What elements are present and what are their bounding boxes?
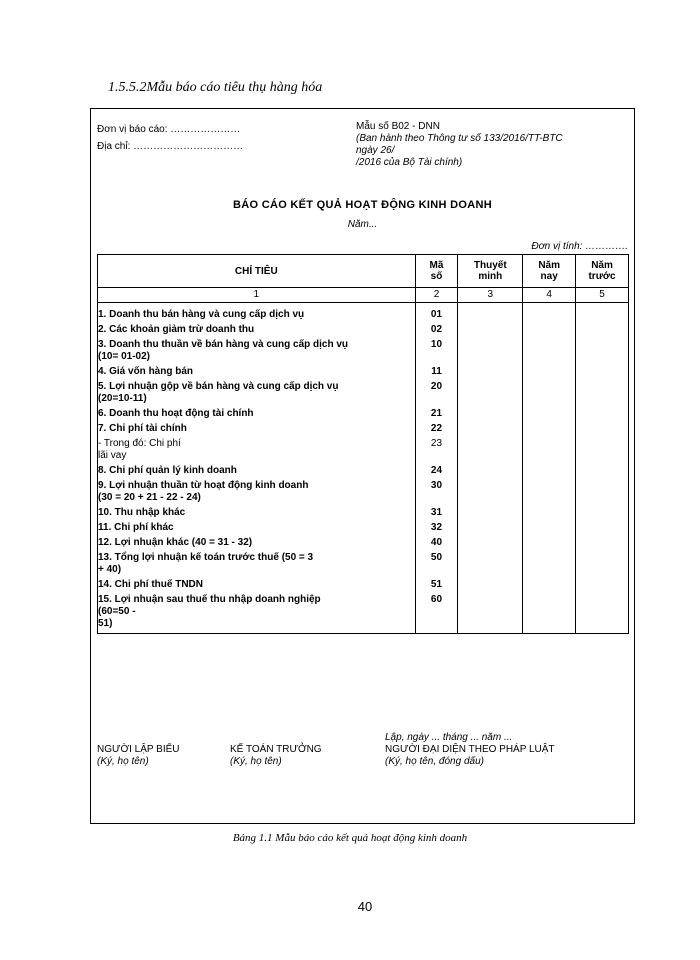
row-code: 51 bbox=[415, 579, 458, 594]
note-cell bbox=[458, 552, 523, 579]
row-label bbox=[98, 480, 416, 507]
last-year-cell bbox=[576, 522, 629, 537]
table-row bbox=[98, 507, 629, 522]
last-year-cell bbox=[576, 408, 629, 423]
row-label-line: (20=10-11) bbox=[98, 393, 147, 404]
note-cell bbox=[458, 339, 523, 366]
legal-rep-signature bbox=[385, 744, 555, 768]
table-row bbox=[98, 303, 629, 325]
address: Địa chỉ: …………………………… bbox=[97, 141, 244, 152]
table-caption: Bảng 1.1 Mẫu báo cáo kết quả hoạt động kinh doanh bbox=[232, 832, 468, 844]
row-code: 10 bbox=[415, 339, 458, 366]
table-row bbox=[98, 339, 629, 366]
report-form bbox=[90, 108, 635, 824]
table-header-row bbox=[98, 255, 629, 288]
row-label bbox=[98, 465, 416, 480]
last-year-cell bbox=[576, 507, 629, 522]
table-row bbox=[98, 552, 629, 579]
issued-line-2: ngày 26/ bbox=[356, 145, 395, 156]
chief-accountant-note: (Ký, họ tên) bbox=[230, 756, 282, 767]
table-row bbox=[98, 594, 629, 634]
this-year-cell bbox=[523, 480, 576, 507]
issued-line-3: /2016 của Bộ Tài chính) bbox=[356, 157, 463, 168]
row-label-line: 14. Chi phí thuế TNDN bbox=[98, 579, 203, 590]
row-label-line: 4. Giá vốn hàng bán bbox=[98, 366, 194, 377]
note-cell bbox=[458, 423, 523, 438]
preparer-note: (Ký, họ tên) bbox=[97, 756, 149, 767]
row-label-line: 7. Chi phí tài chính bbox=[98, 423, 187, 434]
row-label bbox=[98, 339, 416, 366]
last-year-cell bbox=[576, 381, 629, 408]
this-year-cell bbox=[523, 366, 576, 381]
last-year-cell bbox=[576, 423, 629, 438]
header-right bbox=[356, 121, 626, 169]
col-number: 2 bbox=[415, 288, 458, 303]
row-code: 23 bbox=[415, 438, 458, 465]
table-row bbox=[98, 324, 629, 339]
income-statement-table bbox=[97, 254, 629, 634]
table-row bbox=[98, 438, 629, 465]
note-cell bbox=[458, 408, 523, 423]
note-cell bbox=[458, 594, 523, 634]
column-number-row bbox=[98, 288, 629, 303]
last-year-cell bbox=[576, 438, 629, 465]
last-year-cell bbox=[576, 465, 629, 480]
row-label bbox=[98, 552, 416, 579]
row-code: 31 bbox=[415, 507, 458, 522]
note-cell bbox=[458, 507, 523, 522]
row-label-line: 13. Tổng lợi nhuận kế toán trước thuế (50 = 3 bbox=[98, 552, 314, 563]
this-year-cell bbox=[523, 339, 576, 366]
table-row bbox=[98, 408, 629, 423]
row-label bbox=[98, 408, 416, 423]
this-year-cell bbox=[523, 537, 576, 552]
row-code: 20 bbox=[415, 381, 458, 408]
row-label-line: - Trong đó: Chi phí bbox=[98, 438, 181, 449]
page-number: 40 bbox=[357, 899, 373, 914]
row-label bbox=[98, 366, 416, 381]
col-header-last-year: Năm trước bbox=[576, 255, 629, 288]
this-year-cell bbox=[523, 552, 576, 579]
row-label-line: 51) bbox=[98, 618, 113, 629]
last-year-cell bbox=[576, 537, 629, 552]
last-year-cell bbox=[576, 324, 629, 339]
row-label-line: 9. Lợi nhuận thuần từ hoạt động kinh doanh bbox=[98, 480, 309, 491]
last-year-cell bbox=[576, 579, 629, 594]
table-row bbox=[98, 537, 629, 552]
row-label bbox=[98, 507, 416, 522]
form-number: Mẫu số B02 - DNN bbox=[356, 121, 440, 132]
this-year-cell bbox=[523, 594, 576, 634]
note-cell bbox=[458, 381, 523, 408]
row-label bbox=[98, 381, 416, 408]
chief-accountant-title: KẾ TOÁN TRƯỞNG bbox=[230, 744, 322, 755]
row-label bbox=[98, 594, 416, 634]
this-year-cell bbox=[523, 507, 576, 522]
row-label-line: 8. Chi phí quản lý kinh doanh bbox=[98, 465, 237, 476]
this-year-cell bbox=[523, 522, 576, 537]
note-cell bbox=[458, 366, 523, 381]
row-label-line: 12. Lợi nhuận khác (40 = 31 - 32) bbox=[98, 537, 253, 548]
report-title: BÁO CÁO KẾT QUẢ HOẠT ĐỘNG KINH DOANH bbox=[233, 199, 492, 211]
row-label bbox=[98, 438, 416, 465]
row-code: 50 bbox=[415, 552, 458, 579]
last-year-cell bbox=[576, 303, 629, 325]
last-year-cell bbox=[576, 366, 629, 381]
note-cell bbox=[458, 438, 523, 465]
this-year-cell bbox=[523, 465, 576, 480]
row-code: 32 bbox=[415, 522, 458, 537]
row-label-line: lãi vay bbox=[98, 450, 127, 461]
table-row bbox=[98, 366, 629, 381]
row-label-line: (30 = 20 + 21 - 22 - 24) bbox=[98, 492, 201, 503]
reporting-unit: Đơn vị báo cáo: ………………… bbox=[97, 124, 241, 135]
row-label-line: 1. Doanh thu bán hàng và cung cấp dịch vụ bbox=[98, 309, 305, 320]
table-row bbox=[98, 465, 629, 480]
row-label bbox=[98, 522, 416, 537]
row-label-line: 15. Lợi nhuận sau thuế thu nhập doanh nghiệp bbox=[98, 594, 321, 605]
row-label-line: + 40) bbox=[98, 564, 122, 575]
this-year-cell bbox=[523, 579, 576, 594]
col-header-code: Mã số bbox=[415, 255, 458, 288]
this-year-cell bbox=[523, 324, 576, 339]
issued-line-1: (Ban hành theo Thông tư số 133/2016/TT-BTC bbox=[356, 133, 563, 144]
row-label-line: 5. Lợi nhuận gộp về bán hàng và cung cấp dịch vụ bbox=[98, 381, 339, 392]
note-cell bbox=[458, 324, 523, 339]
last-year-cell bbox=[576, 594, 629, 634]
row-code: 30 bbox=[415, 480, 458, 507]
row-code: 60 bbox=[415, 594, 458, 634]
col-header-note: Thuyết minh bbox=[458, 255, 523, 288]
note-cell bbox=[458, 522, 523, 537]
row-label-line: 11. Chi phí khác bbox=[98, 522, 174, 533]
last-year-cell bbox=[576, 480, 629, 507]
row-code: 02 bbox=[415, 324, 458, 339]
this-year-cell bbox=[523, 408, 576, 423]
row-label-line: 6. Doanh thu hoạt động tài chính bbox=[98, 408, 254, 419]
last-year-cell bbox=[576, 339, 629, 366]
table-row bbox=[98, 579, 629, 594]
col-number: 1 bbox=[98, 288, 416, 303]
row-label-line: (10= 01-02) bbox=[98, 351, 150, 362]
this-year-cell bbox=[523, 438, 576, 465]
row-code: 40 bbox=[415, 537, 458, 552]
row-label bbox=[98, 324, 416, 339]
table-row bbox=[98, 381, 629, 408]
row-label bbox=[98, 303, 416, 325]
section-heading: 1.5.5.2Mẫu báo cáo tiêu thụ hàng hóa bbox=[108, 80, 323, 95]
legal-rep-title: NGƯỜI ĐẠI DIỆN THEO PHÁP LUẬT bbox=[385, 744, 555, 755]
note-cell bbox=[458, 480, 523, 507]
this-year-cell bbox=[523, 423, 576, 438]
row-label-line: 10. Thu nhập khác bbox=[98, 507, 186, 518]
table-row bbox=[98, 480, 629, 507]
header-left bbox=[97, 121, 243, 155]
date-line: Lập, ngày ... tháng ... năm ... bbox=[385, 732, 513, 743]
currency-unit: Đơn vị tính: …………. bbox=[531, 241, 628, 252]
table-row bbox=[98, 522, 629, 537]
row-label bbox=[98, 579, 416, 594]
this-year-cell bbox=[523, 303, 576, 325]
chief-accountant-signature bbox=[230, 744, 322, 768]
row-label-line: 3. Doanh thu thuần về bán hàng và cung cấp dịch vụ bbox=[98, 339, 349, 350]
note-cell bbox=[458, 537, 523, 552]
legal-rep-note: (Ký, họ tên, đóng dấu) bbox=[385, 756, 484, 767]
row-code: 01 bbox=[415, 303, 458, 325]
this-year-cell bbox=[523, 381, 576, 408]
col-header-item: CHỈ TIÊU bbox=[98, 255, 416, 288]
row-label bbox=[98, 423, 416, 438]
note-cell bbox=[458, 579, 523, 594]
preparer-signature bbox=[97, 744, 180, 768]
row-code: 22 bbox=[415, 423, 458, 438]
last-year-cell bbox=[576, 552, 629, 579]
col-number: 5 bbox=[576, 288, 629, 303]
note-cell bbox=[458, 465, 523, 480]
preparer-title: NGƯỜI LẬP BIỂU bbox=[97, 744, 180, 755]
row-label-line: 2. Các khoản giảm trừ doanh thu bbox=[98, 324, 255, 335]
col-number: 3 bbox=[458, 288, 523, 303]
row-code: 11 bbox=[415, 366, 458, 381]
table-row bbox=[98, 423, 629, 438]
report-year: Năm... bbox=[347, 219, 378, 230]
row-code: 21 bbox=[415, 408, 458, 423]
note-cell bbox=[458, 303, 523, 325]
col-header-this-year: Năm nay bbox=[523, 255, 576, 288]
row-code: 24 bbox=[415, 465, 458, 480]
row-label bbox=[98, 537, 416, 552]
row-label-line: (60=50 - bbox=[98, 606, 136, 617]
col-number: 4 bbox=[523, 288, 576, 303]
